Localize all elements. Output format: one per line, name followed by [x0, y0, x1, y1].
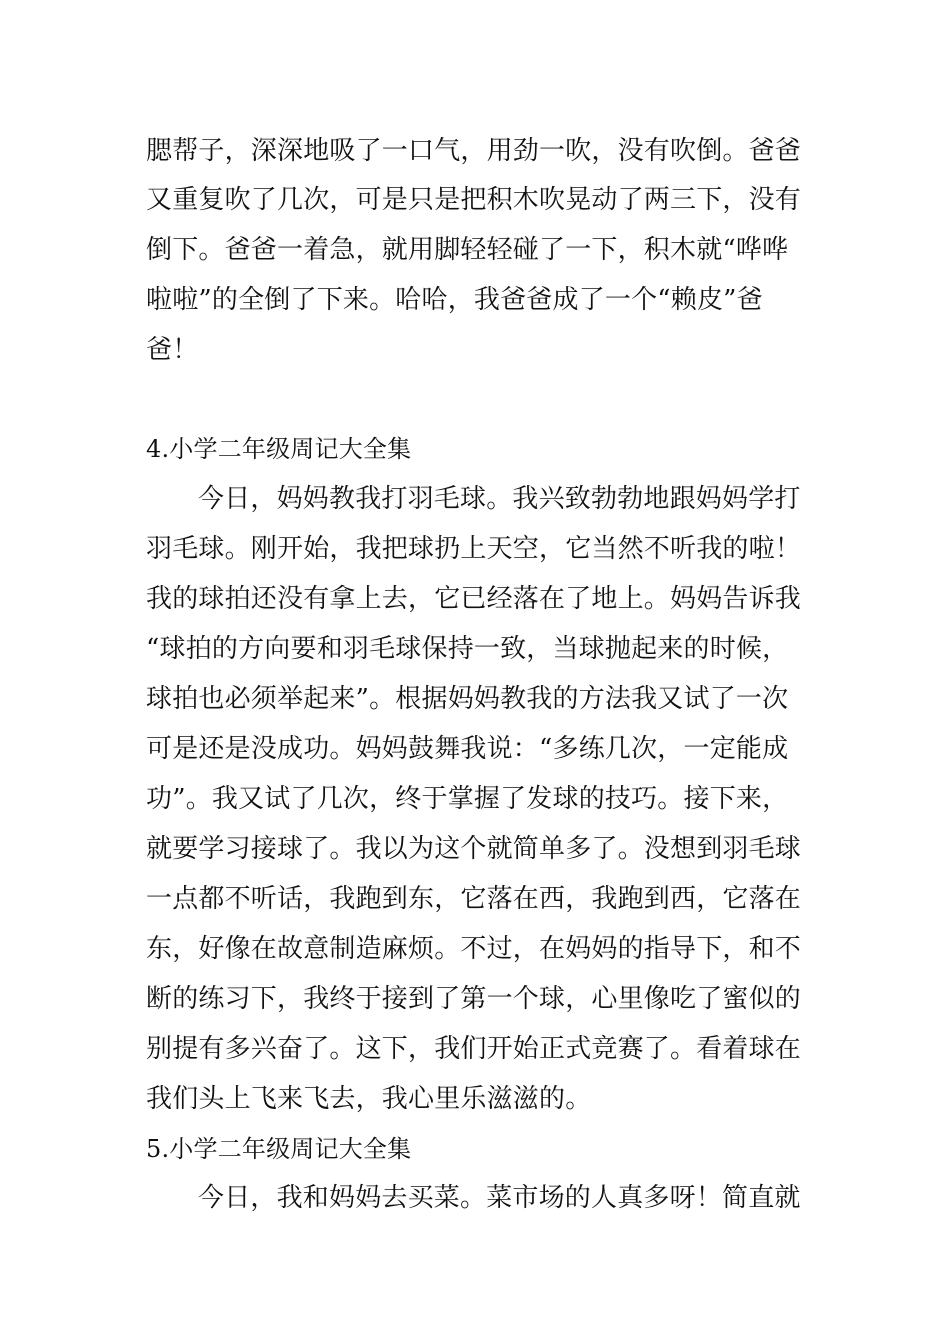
paragraph-line: 我们头上飞来飞去，我心里乐滋滋的。 [146, 1084, 592, 1114]
paragraph-line: 断的练习下，我终于接到了第一个球，心里像吃了蜜似的 [146, 984, 802, 1014]
paragraph-line: 东，好像在故意制造麻烦。不过，在妈妈的指导下，和不 [146, 934, 802, 964]
paragraph-line: 球拍也必须举起来”。根据妈妈教我的方法我又试了一次 [146, 684, 789, 714]
paragraph-line: 腮帮子，深深地吸了一口气，用劲一吹，没有吹倒。爸爸 [146, 136, 802, 166]
paragraph-line: 爸！ [146, 335, 199, 365]
paragraph-line: 一点都不听话，我跑到东，它落在西，我跑到西，它落在 [146, 884, 802, 914]
section-heading: 4.小学二年级周记大全集 [146, 435, 412, 463]
paragraph-line: 又重复吹了几次，可是只是把积木吹晃动了两三下，没有 [146, 185, 802, 215]
paragraph-line: 功”。我又试了几次，终于掌握了发球的技巧。接下来， [146, 784, 789, 814]
paragraph-line: “球拍的方向要和羽毛球保持一致，当球抛起来的时候， [146, 634, 789, 664]
paragraph-line: 我的球拍还没有拿上去，它已经落在了地上。妈妈告诉我 [146, 584, 802, 614]
paragraph-line: 可是还是没成功。妈妈鼓舞我说：“多练几次，一定能成 [146, 734, 789, 764]
paragraph-line: 啦啦”的全倒了下来。哈哈，我爸爸成了一个“赖皮”爸 [146, 285, 763, 315]
paragraph-line: 今日，妈妈教我打羽毛球。我兴致勃勃地跟妈妈学打 [198, 484, 801, 514]
paragraph-line: 今日，我和妈妈去买菜。菜市场的人真多呀！简直就 [198, 1183, 801, 1213]
section-heading: 5.小学二年级周记大全集 [146, 1135, 412, 1163]
paragraph-line: 羽毛球。刚开始，我把球扔上天空，它当然不听我的啦！ [146, 534, 802, 564]
paragraph-line: 别提有多兴奋了。这下，我们开始正式竞赛了。看着球在 [146, 1034, 802, 1064]
paragraph-line: 就要学习接球了。我以为这个就简单多了。没想到羽毛球 [146, 834, 802, 864]
paragraph-line: 倒下。爸爸一着急，就用脚轻轻碰了一下，积木就“哗哗 [146, 235, 789, 265]
